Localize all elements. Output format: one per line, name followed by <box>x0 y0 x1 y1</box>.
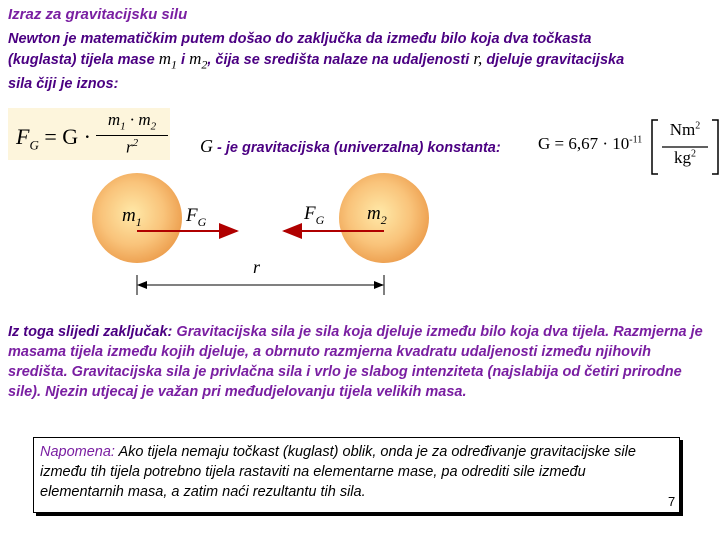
conclusion-lead: Iz toga slijedi zaključak: <box>8 324 177 340</box>
force-label-left: $F_G$ <box>186 205 207 229</box>
unit-denominator-exp: 2 <box>691 148 696 160</box>
note-label: Napomena: <box>40 444 115 460</box>
conclusion-paragraph <box>8 322 713 402</box>
intro-text-d: djeluje gravitacijska <box>482 52 625 68</box>
intro-line-3: sila čiji je iznos: <box>8 76 119 93</box>
distance-label: r <box>253 257 261 277</box>
g-symbol: G <box>200 136 213 156</box>
intro-line-1: Newton je matematičkim putem došao do zaključka da između bilo koja dva točkasta <box>8 31 592 47</box>
page-number: 7 <box>668 494 676 509</box>
g-text: - je gravitacijska (univerzalna) konstanta: <box>213 140 501 156</box>
formula-numerator: $m_1 \cdot m_2$ <box>107 110 157 133</box>
force-label-right: $F_G$ <box>304 203 325 227</box>
mass-1-label: $m_1$ <box>122 205 142 229</box>
note-text: Ako tijela nemaju točkast (kuglast) oblik, onda je za određivanje gravitacijske sile između tih tijela potrebno tijela rastaviti na elementarne mase, pa odrediti sile između elementarnih masa, a zatim naći rezultantu tih sila. <box>40 444 636 500</box>
intro-text-b: i <box>176 52 190 68</box>
conclusion-text: Gravitacijska sila je sila koja djeluje između bilo koja dva tijela. Razmjerna je masama tijela između kojih djeluje, a obrnuto razmjerna kvadratu udaljenosti između njihovih središta. Gravitacijska sila je privlačna sila i vrlo je slabog intenziteta (najslabija od četiri prirodne sile). Njezin utjecaj je važan pri međudjelovanju tijela velikih masa. <box>8 324 703 400</box>
formula-denominator: r <box>125 137 133 157</box>
formula-eq: = G · <box>38 124 91 149</box>
unit-numerator: Nm <box>669 120 696 139</box>
g-value-exp: -11 <box>629 134 643 146</box>
note-box <box>33 437 680 513</box>
slide-title: Izraz za gravitacijsku silu <box>8 6 188 23</box>
unit-numerator-exp: 2 <box>695 120 701 132</box>
formula-lhs: F <box>16 124 30 149</box>
intro-m2: $m_2$ <box>189 49 208 72</box>
mass-2-label: $m_2$ <box>367 203 387 227</box>
formula-lhs-sub: G <box>29 137 39 153</box>
unit-denominator: kg <box>674 148 691 167</box>
formula-denominator-exp: 2 <box>132 137 139 149</box>
intro-r: r, <box>473 49 483 68</box>
intro-text-a: (kuglasta) tijela mase <box>8 52 159 68</box>
intro-m1: $m_1$ <box>158 49 177 72</box>
g-value-lhs: G = 6,67 · 10 <box>538 134 630 153</box>
intro-text-c: , čija se središta nalaze na udaljenosti <box>207 52 474 68</box>
